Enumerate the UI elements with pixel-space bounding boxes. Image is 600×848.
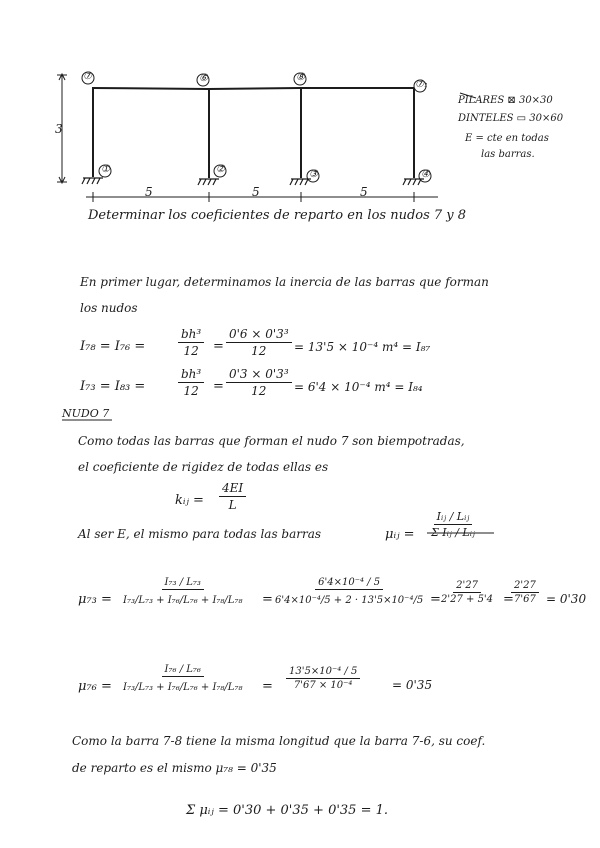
eq2-f2-den: 12: [251, 384, 267, 398]
mu73-d-den: 7'67: [514, 594, 536, 605]
span-dimension: [86, 192, 438, 202]
mu73-a-num: I₇₃ / L₇₃: [162, 577, 204, 590]
eq1-f2-num: 0'6 × 0'3³: [226, 327, 292, 343]
support-2: [198, 179, 219, 185]
node-label-6: ⑥: [199, 73, 208, 84]
span-label-1: 5: [145, 185, 153, 199]
mu73-eq-2: =: [430, 592, 441, 607]
mu73-c-den: 2'27 + 5'4: [441, 594, 494, 605]
mu76-b-num: 13'5×10⁻⁴ / 5: [286, 666, 360, 679]
eq2-f1-den: 12: [183, 384, 199, 398]
nudo-line-2: el coeficiente de rigidez de todas ellas es: [78, 460, 329, 474]
mu73-a-den: I₇₃/L₇₃ + I₇₆/L₇₆ + I₇₈/L₇₈: [123, 595, 243, 606]
height-label: 3: [55, 122, 63, 136]
eq2-rhs: = 6'4 × 10⁻⁴ m⁴ = I₈₄: [294, 380, 423, 394]
node-label-4: ④: [421, 169, 430, 180]
node-label-2: ②: [216, 164, 225, 175]
mu-general-den: Σ Iᵢⱼ / Lᵢⱼ: [431, 526, 475, 539]
eq1-f1-num: bh³: [178, 327, 204, 343]
beam: [92, 88, 414, 89]
k-den: L: [228, 498, 237, 512]
mu73-eq-3: =: [503, 592, 514, 607]
eq2-f1-num: bh³: [178, 367, 204, 383]
eq2-frac-1: [178, 367, 204, 398]
legend-dinteles: DINTELES ▭ 30×60: [458, 113, 564, 124]
k-fraction: [219, 481, 246, 512]
intro-line-2: los nudos: [80, 301, 138, 315]
mu73-b-num: 6'4×10⁻⁴ / 5: [315, 577, 383, 590]
legend-pilares: PILARES ⊠ 30×30: [458, 95, 553, 106]
mu73-frac-d: [511, 580, 539, 605]
k-num: 4EI: [219, 481, 246, 497]
mu73-result: = 0'30: [546, 592, 587, 606]
mu73-d-num: 2'27: [511, 580, 539, 593]
mu-general-fraction: [428, 510, 478, 539]
span-label-3: 5: [360, 185, 368, 199]
eq1-frac-2: [226, 327, 292, 358]
eq1-lhs: I₇₈ = I₇₆ =: [80, 339, 146, 354]
mu73-lhs: μ₇₃ =: [78, 592, 112, 607]
mu76-result: = 0'35: [392, 678, 433, 692]
problem-statement: Determinar los coeficientes de reparto en los nudos 7 y 8: [88, 208, 467, 223]
mu73-c-num: 2'27: [453, 580, 481, 593]
node-label-1: ①: [101, 164, 110, 175]
support-1: [82, 178, 103, 184]
final-line-2: de reparto es el mismo μ₇₈ = 0'35: [72, 761, 277, 775]
eq1-f2-den: 12: [251, 344, 267, 358]
mu76-frac-a: [120, 664, 245, 693]
mu73-frac-b: [272, 577, 426, 606]
mu76-b-den: 7'67 × 10⁻⁴: [293, 680, 353, 691]
eq2-frac-2: [226, 367, 292, 398]
mu76-a-den: I₇₃/L₇₃ + I₇₆/L₇₆ + I₇₈/L₇₈: [123, 682, 243, 693]
eq2-lhs: I₇₃ = I₈₃ =: [80, 379, 146, 394]
mu-general-num: Iᵢⱼ / Lᵢⱼ: [434, 510, 473, 525]
mu73-eq-1: =: [262, 592, 273, 607]
intro-line-1: En primer lugar, determinamos la inercia de las barras que forman: [80, 275, 489, 289]
mu76-a-num: I₇₆ / L₇₆: [162, 664, 204, 677]
eq2-equals: =: [213, 379, 224, 394]
eq1-equals: =: [213, 339, 224, 354]
final-line-1: Como la barra 7-8 tiene la misma longitud que la barra 7-6, su coef.: [72, 734, 486, 748]
k-lhs: kᵢⱼ =: [175, 493, 204, 508]
span-label-2: 5: [252, 185, 260, 199]
eq1-f1-den: 12: [183, 344, 199, 358]
eq2-f2-num: 0'3 × 0'3³: [226, 367, 292, 383]
mu73-frac-c: [438, 580, 496, 605]
mu73-b-den: 6'4×10⁻⁴/5 + 2 · 13'5×10⁻⁴/5: [275, 595, 424, 606]
sum-line: Σ μᵢⱼ = 0'30 + 0'35 + 0'35 = 1.: [186, 803, 389, 818]
node-label-9: ⑦₁: [415, 79, 428, 90]
al-ser-line: Al ser E, el mismo para todas las barras: [78, 527, 322, 541]
eq1-rhs: = 13'5 × 10⁻⁴ m⁴ = I₈₇: [294, 340, 431, 354]
mu73-frac-a: [120, 577, 245, 606]
nudo-title: NUDO 7: [62, 407, 110, 420]
mu-lhs: μᵢⱼ =: [385, 527, 415, 542]
legend-e-1: E = cte en todas: [465, 133, 549, 144]
mu76-frac-b: [286, 666, 360, 691]
mu76-lhs: μ₇₆ =: [78, 679, 112, 694]
eq1-frac-1: [178, 327, 204, 358]
nudo-line-1: Como todas las barras que forman el nudo 7 son biempotradas,: [78, 434, 465, 448]
node-label-3: ③: [309, 169, 318, 180]
mu76-eq-1: =: [262, 679, 273, 694]
node-label-8: ⑧: [296, 72, 305, 83]
node-label-7: ⑦: [83, 71, 92, 82]
legend-e-2: las barras.: [481, 149, 535, 160]
